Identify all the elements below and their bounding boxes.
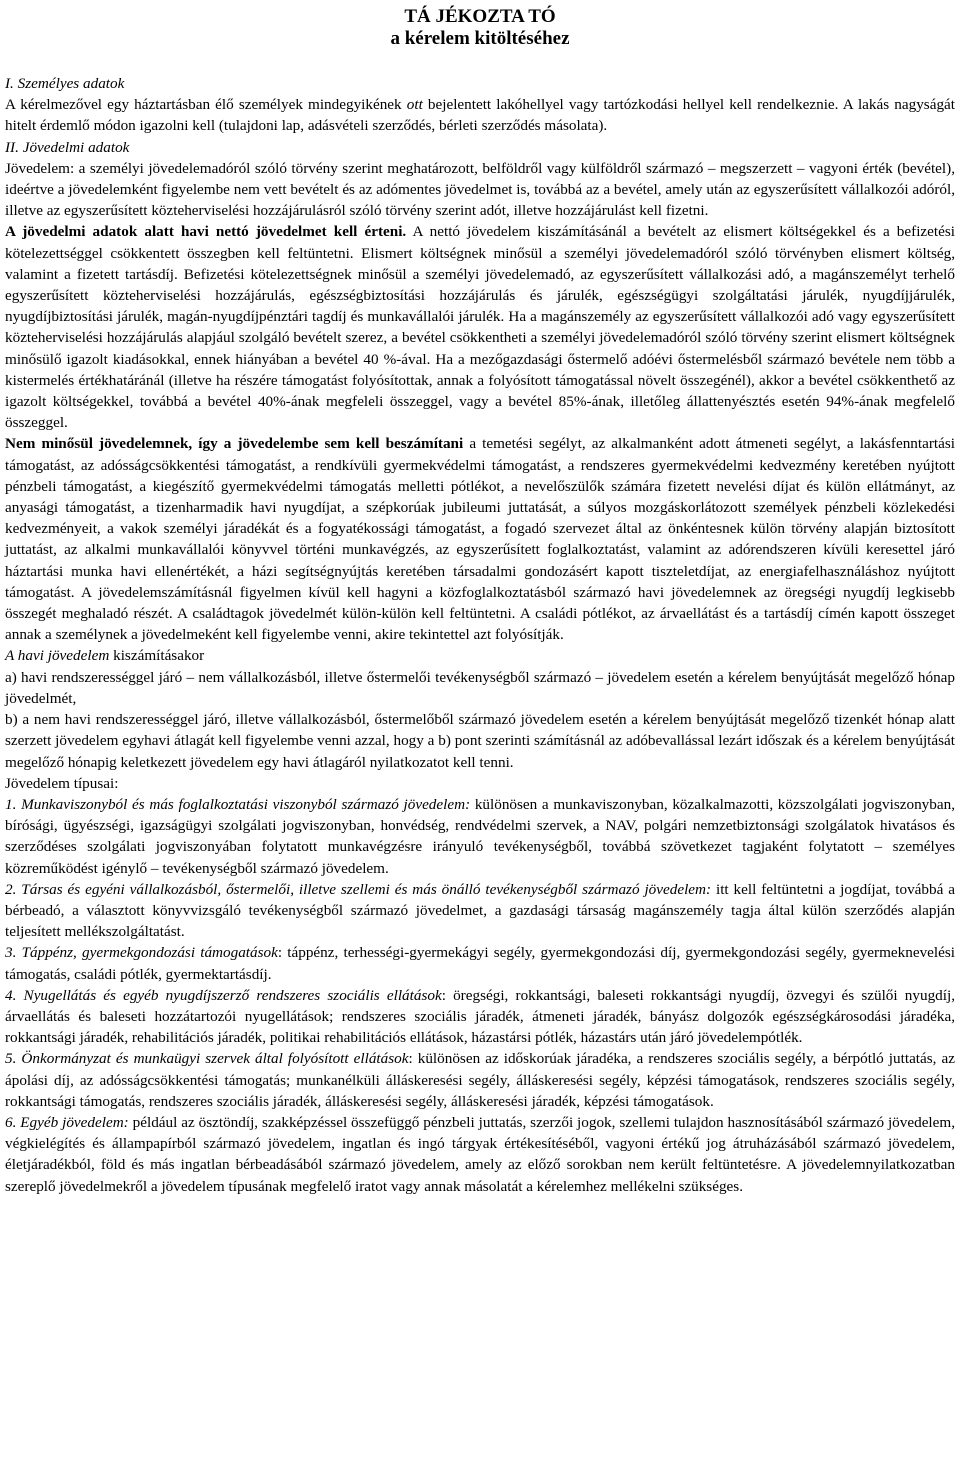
- paragraph-personal: A kérelmezővel egy háztartásban élő személyek mindegyikének ott bejelentett lakóhellyel vagy tartózkodási hellyel kell rendelkeznie. A lakás nagyságát hitelt érdemlő módon igazolni kell (tulajdoni lap, adásvételi szerződés, bérleti szerződés másolata).: [5, 96, 955, 135]
- document-subtitle: a kérelem kitöltéséhez: [390, 28, 570, 49]
- monthly-income-item-a: a) havi rendszerességgel járó – nem vállalkozásból, illetve őstermelői tevékenységből származó – jövedelem esetén a kérelem benyújtását megelőző hónap jövedelmét,: [5, 668, 955, 707]
- section-heading-personal: I. Személyes adatok: [5, 75, 125, 92]
- paragraph-income-definition: Jövedelem: a személyi jövedelemadóról szóló törvény szerint meghatározott, belföldről vagy külföldről származó – megszerzett – vagyoni érték (bevétel), ideértve a jövedelemként figyelembe nem vett bevételt és az adómentes jövedelmet is, továbbá az a bevétel, amely után az egyszerűsített vállalkozói adóról, illetve az egyszerűsített közteherviselési hozzájárulásról szóló törvény szerint adót, illetve hozzájárulást kell fizetni.: [5, 159, 955, 220]
- paragraph-net-income: A jövedelmi adatok alatt havi nettó jövedelmet kell érteni. A nettó jövedelem kiszámításánál a bevételt az elismert költségekkel és a befizetési kötelezettséggel csökkentett összegben kell feltüntetni. Elismert költségnek minősül a személyi jövedelemadóról szóló törvényben elismert költség, valamint a fizetett tartásdíj. Befizetési kötelezettségnek minősül a személyi jövedelemadó, az egyszerűsített vállalkozási adó, a magánszemélyt terhelő egyszerűsített közteherviselési hozzájárulás, egészségbiztosítási hozzájárulás és járulék, egészségügyi szolgáltatási járulék, nyugdíjjárulék, nyugdíjbiztosítási járulék, magán-nyugdíjpénztári tagdíj és munkavállalói járulék. Ha a magánszemély az egyszerűsített vállalkozói adó vagy egyszerűsített közteherviselési hozzájárulás alapjául szolgáló bevételt szerez, a bevétel csökkentheti a személyi jövedelemadóról szóló törvény szerint elismert költségnek minősülő igazolt kiadásokkal, ennek hiányában a bevétel 40 %-ával. Ha a mezőgazdasági őstermelő adóévi őstermelésből származó bevétele nem több a kistermelés értékhatáránál (illetve ha részére támogatást folyósítottak, annak a folyósított támogatással növelt összegénél), akkor a bevétel csökkenthető az igazolt költségekkel, továbbá a bevétel 40%-ának megfeleli összeggel, vagy a bevétel 85%-ának, illetőleg állattenyésztés esetén 94%-ának megfelelő összeggel.: [5, 223, 955, 432]
- monthly-income-item-b: b) a nem havi rendszerességgel járó, illetve vállalkozásból, őstermelőből származó jövedelem esetén a kérelem benyújtását megelőző tizenkét hónap alatt szerzett jövedelem egyhavi átlagát kell figyelembe venni azzal, hogy a b) pont szerinti számításnál az adóbevallással lezárt időszak és a kérelem benyújtását megelőző hónapig keletkezett jövedelem egy havi átlagáról nyilatkozatot kell tenni.: [5, 711, 955, 771]
- income-type-item: 4. Nyugellátás és egyéb nyugdíjszerző rendszeres szociális ellátások: öregségi, rokkantsági, baleseti rokkantsági nyugdíj, özvegyi és szülői nyugdíj, árvaellátás és baleseti hozzátartozói nyugellátások; rendszeres szociális járadék, átmeneti járadék, bányász dolgozók egészségkárosodási járadéka, rokkantsági járadék, rehabilitációs járadék, politikai rehabilitációs ellátások, házastársi pótlék, házastárs után járó jövedelempótlék.: [5, 986, 955, 1047]
- income-type-item: 6. Egyéb jövedelem: például az ösztöndíj, szakképzéssel összefüggő pénzbeli juttatás, szerzői jogok, szellemi tulajdon hasznosításából származó jövedelem, végkielégítés és állampapírból származó jövedelem, ingatlan és ingó tárgyak értékesítéséből, vagyoni értékű jog átruházásából származó jövedelem, életjáradékból, föld és más ingatlan bérbeadásából származó jövedelem, amely az előző sorokban nem került feltüntetésre. A jövedelemnyilatkozatban szereplő jövedelmekről a jövedelem típusának megfelelő iratot vagy annak másolatát a kérelemhez mellékelni szükséges.: [5, 1113, 955, 1195]
- income-types-heading: Jövedelem típusai:: [5, 774, 119, 792]
- income-type-item: 2. Társas és egyéni vállalkozásból, őstermelői, illetve szellemi és más önálló tevékenységből származó jövedelem: itt kell feltüntetni a jogdíjat, továbbá a bérbeadó, a választott könyvvizsgáló tevékenységből származó jövedelmet, a gazdasági társaság magánszemély tagja által külön szerződés alapján teljesített mellékszolgáltatást.: [5, 880, 955, 941]
- paragraph-not-income: Nem minősül jövedelemnek, így a jövedelembe sem kell beszámítani a temetési segélyt, az alkalmanként adott átmeneti segélyt, a lakásfenntartási támogatást, az adósságcsökkentési támogatást, a rendkívüli gyermekvédelmi támogatást, a rendszeres gyermekvédelmi kedvezmény keretében nyújtott pénzbeli támogatást, a kiegészítő gyermekvédelmi támogatás melletti pótlékot, a nevelőszülők számára fizetett nevelési díjat és külön ellátmányt, az anyasági támogatást, a tizenharmadik havi nyugdíjat, a szépkorúak jubileumi juttatását, a súlyos mozgáskorlátozott személyek pénzbeli közlekedési kedvezményeit, a vakok személyi járadékát és a fogyatékossági támogatást, a fogadó szervezet által az önkéntesnek külön törvény alapján biztosított juttatást, az alkalmi munkavállalói könyvvel történi munkavégzés, az egyszerűsített foglalkoztatást, valamint az adórendszeren kívüli keresettel járó háztartási munka havi ellenértékét, a házi segítségnyújtás keretében társadalmi gondozásért kapott tiszteletdíjat, az energiafelhasználáshoz nyújtott támogatást. A jövedelemszámításnál figyelmen kívül kell hagyni a közfoglalkoztatásból származó havi jövedelemnek az öregségi nyugdíj legkisebb összegét meghaladó részét. A családtagok jövedelmét külön-külön kell feltüntetni. A családi pótlékot, az árvaellátást és a tartásdíj címén kapott összeget annak a személynek a jövedelmeként kell figyelembe venni, akire tekintettel azt folyósítják.: [5, 435, 956, 644]
- income-type-item: 1. Munkaviszonyból és más foglalkoztatási viszonyból származó jövedelem: különösen a munkaviszonyban, közalkalmazotti, közszolgálati jogviszonyban, bírósági, ügyészségi, igazságügyi szolgálati jogviszonyban, honvédség, rendvédelmi szervek, a NAV, polgári nemzetbiztonsági szolgálatok hivatásos és szerződéses szolgálati jogviszonyában folytatott munkavégzésre irányuló tevékenységből, továbbá szövetkezet tagjaként folytatott – személyes közreműködést igénylő – tevékenységből származó jövedelem.: [5, 795, 955, 877]
- income-type-item: 3. Táppénz, gyermekgondozási támogatások: táppénz, terhességi-gyermekágyi segély, gyermekgondozási díj, gyermekgondozási segély, gyermeknevelési támogatás, családi pótlék, gyermektartásdíj.: [5, 944, 955, 983]
- document-title: TÁ JÉKOZTA TÓ: [404, 6, 556, 27]
- income-type-item: 5. Önkormányzat és munkaügyi szervek által folyósított ellátások: különösen az időskorúak járadéka, a rendszeres szociális segély, a bérpótló juttatás, az ápolási díj, az adósságcsökkentési támogatás; munkanélküli álláskeresési segély, álláskeresési segély, képzési támogatások, rendszeres szociális segély, rokkantsági támogatás, rendszeres szociális járadék, álláskeresési segély, álláskeresési járadék, képzési támogatások.: [5, 1050, 955, 1110]
- monthly-income-heading: A havi jövedelem kiszámításakor: [5, 647, 205, 665]
- section-heading-income: II. Jövedelmi adatok: [5, 138, 130, 156]
